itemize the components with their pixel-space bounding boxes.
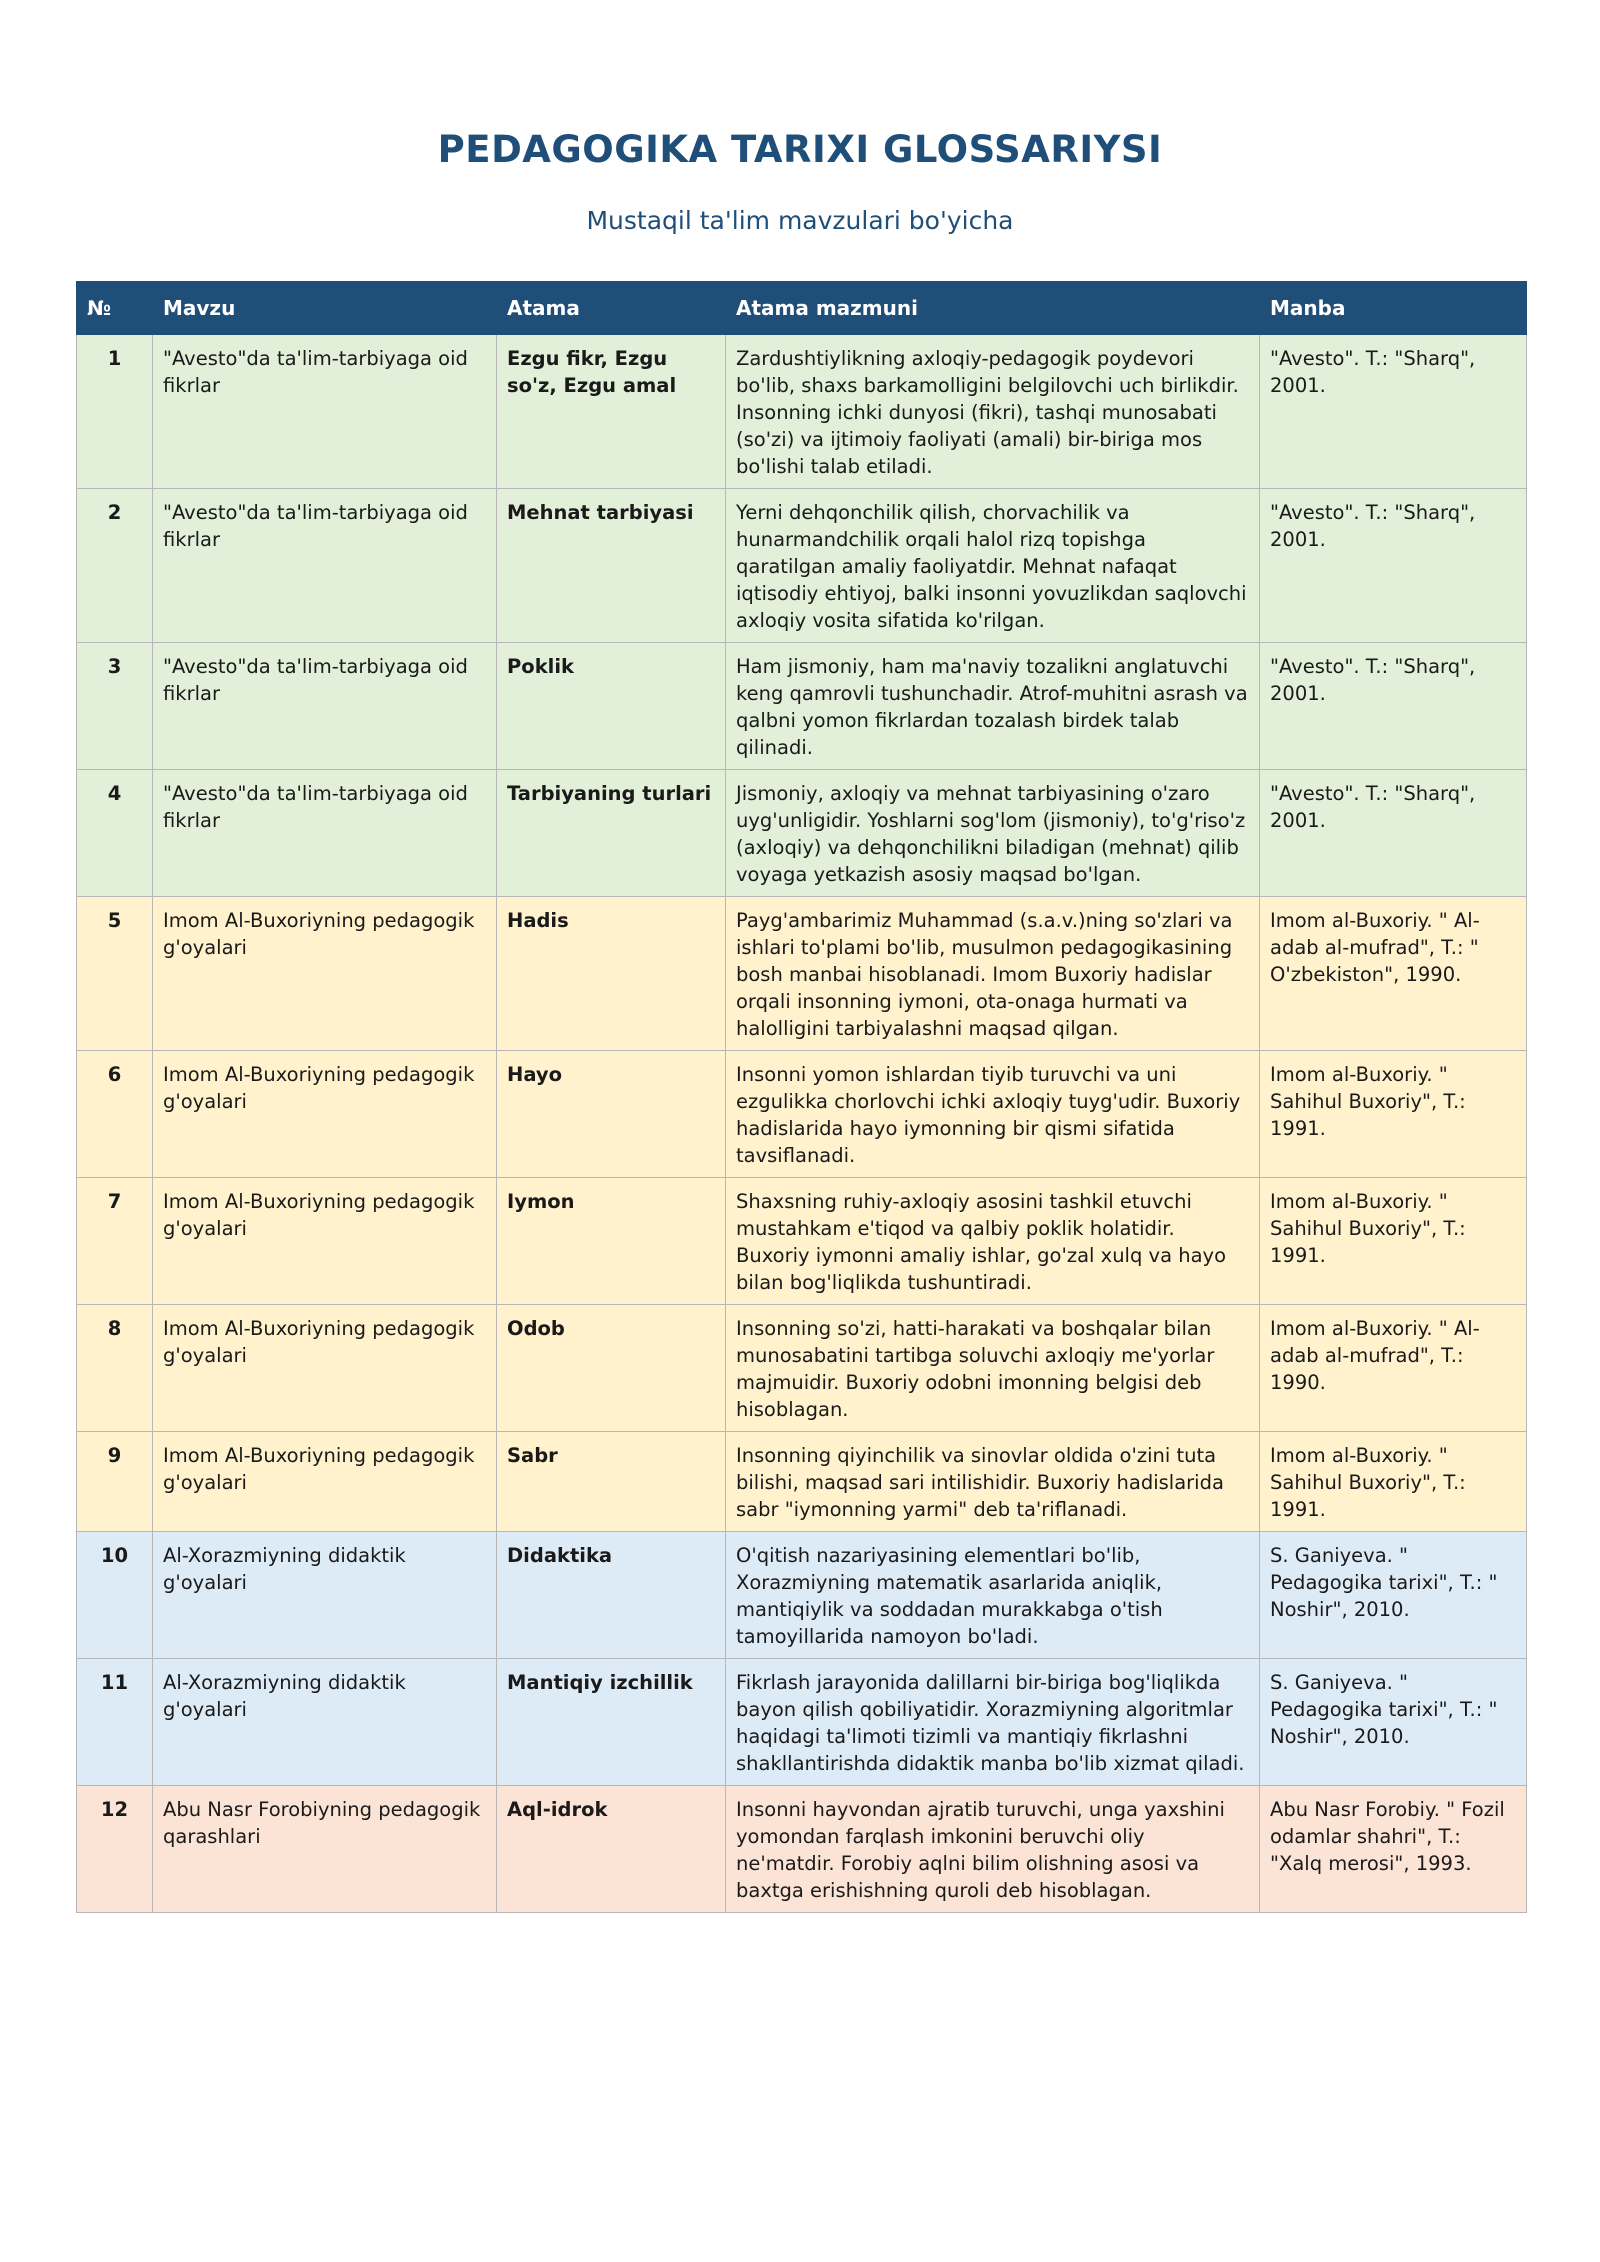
row-topic: Abu Nasr Forobiyning pedagogik qarashlari (153, 1786, 497, 1913)
table-header-row (77, 282, 1527, 335)
table-row (77, 897, 1527, 1051)
row-number: 3 (77, 643, 153, 770)
row-number: 2 (77, 489, 153, 643)
row-meaning: Insonni yomon ishlardan tiyib turuvchi va uni ezgulikka chorlovchi ichki axloqiy tuyg'udir. Buxoriy hadislarida hayo iymonning bir qismi sifatida tavsiflanadi. (726, 1051, 1260, 1178)
row-number: 4 (77, 770, 153, 897)
row-topic: "Avesto"da ta'lim-tarbiyaga oid fikrlar (153, 643, 497, 770)
page-subtitle: Mustaqil ta'lim mavzulari bo'yicha (586, 206, 1014, 235)
row-meaning: Insonning so'zi, hatti-harakati va boshqalar bilan munosabatini tartibga soluvchi axloqiy me'yorlar majmuidir. Buxoriy odobni imonning belgisi deb hisoblagan. (726, 1305, 1260, 1432)
column-header-number: № (77, 282, 153, 335)
column-header-topic: Mavzu (153, 282, 497, 335)
row-source: "Avesto". T.: "Sharq", 2001. (1260, 489, 1527, 643)
row-meaning: Yerni dehqonchilik qilish, chorvachilik va hunarmandchilik orqali halol rizq topishga qaratilgan amaliy faoliyatdir. Mehnat nafaqat iqtisodiy ehtiyoj, balki insonni yovuzlikdan saqlovchi axloqiy vosita sifatida ko'rilgan. (726, 489, 1260, 643)
row-meaning: Ham jismoniy, ham ma'naviy tozalikni anglatuvchi keng qamrovli tushunchadir. Atrof-muhitni asrash va qalbni yomon fikrlardan tozalash birdek talab qilinadi. (726, 643, 1260, 770)
row-source: Imom al-Buxoriy. " Sahihul Buxoriy", T.: 1991. (1260, 1432, 1527, 1532)
row-number: 1 (77, 335, 153, 489)
row-source: Imom al-Buxoriy. " Sahihul Buxoriy", T.: 1991. (1260, 1178, 1527, 1305)
row-topic: "Avesto"da ta'lim-tarbiyaga oid fikrlar (153, 489, 497, 643)
table-row (77, 1051, 1527, 1178)
row-term: Mantiqiy izchillik (497, 1659, 726, 1786)
row-meaning: Payg'ambarimiz Muhammad (s.a.v.)ning so'zlari va ishlari to'plami bo'lib, musulmon pedagogikasining bosh manbai hisoblanadi. Imom Buxoriy hadislar orqali insonning iymoni, ota-onaga hurmati va halolligini tarbiyalashni maqsad qilgan. (726, 897, 1260, 1051)
table-row (77, 643, 1527, 770)
table-row (77, 1305, 1527, 1432)
table-row (77, 1178, 1527, 1305)
row-term: Aql-idrok (497, 1786, 726, 1913)
row-meaning: Insonning qiyinchilik va sinovlar oldida o'zini tuta bilishi, maqsad sari intilishidir. Buxoriy hadislarida sabr "iymonning yarmi" deb ta'riflanadi. (726, 1432, 1260, 1532)
row-topic: Imom Al-Buxoriyning pedagogik g'oyalari (153, 1178, 497, 1305)
row-number: 9 (77, 1432, 153, 1532)
table-row (77, 335, 1527, 489)
column-header-term: Atama (497, 282, 726, 335)
row-source: Abu Nasr Forobiy. " Fozil odamlar shahri", T.: "Xalq merosi", 1993. (1260, 1786, 1527, 1913)
column-header-meaning: Atama mazmuni (726, 282, 1260, 335)
row-topic: Imom Al-Buxoriyning pedagogik g'oyalari (153, 1432, 497, 1532)
row-source: S. Ganiyeva. " Pedagogika tarixi", T.: " Noshir", 2010. (1260, 1532, 1527, 1659)
row-number: 11 (77, 1659, 153, 1786)
row-term: Poklik (497, 643, 726, 770)
row-topic: Imom Al-Buxoriyning pedagogik g'oyalari (153, 897, 497, 1051)
row-meaning: Zardushtiylikning axloqiy-pedagogik poydevori bo'lib, shaxs barkamolligini belgilovchi uch birlikdir. Insonning ichki dunyosi (fikri), tashqi munosabati (so'zi) va ijtimoiy faoliyati (amali) bir-biriga mos bo'lishi talab etiladi. (726, 335, 1260, 489)
row-topic: Al-Xorazmiyning didaktik g'oyalari (153, 1532, 497, 1659)
row-source: "Avesto". T.: "Sharq", 2001. (1260, 643, 1527, 770)
row-term: Mehnat tarbiyasi (497, 489, 726, 643)
row-number: 10 (77, 1532, 153, 1659)
row-topic: Imom Al-Buxoriyning pedagogik g'oyalari (153, 1305, 497, 1432)
row-source: Imom al-Buxoriy. " Sahihul Buxoriy", T.: 1991. (1260, 1051, 1527, 1178)
page-title: PEDAGOGIKA TARIXI GLOSSARIYSI (437, 128, 1163, 171)
row-number: 12 (77, 1786, 153, 1913)
row-topic: Al-Xorazmiyning didaktik g'oyalari (153, 1659, 497, 1786)
column-header-source: Manba (1260, 282, 1527, 335)
row-term: Tarbiyaning turlari (497, 770, 726, 897)
row-term: Hayo (497, 1051, 726, 1178)
row-meaning: Shaxsning ruhiy-axloqiy asosini tashkil etuvchi mustahkam e'tiqod va qalbiy poklik holatidir. Buxoriy iymonni amaliy ishlar, go'zal xulq va hayo bilan bog'liqlikda tushuntiradi. (726, 1178, 1260, 1305)
table-row (77, 1659, 1527, 1786)
table-row (77, 1532, 1527, 1659)
row-number: 8 (77, 1305, 153, 1432)
table-row (77, 770, 1527, 897)
row-number: 7 (77, 1178, 153, 1305)
row-term: Ezgu fikr, Ezgu so'z, Ezgu amal (497, 335, 726, 489)
row-term: Odob (497, 1305, 726, 1432)
row-source: "Avesto". T.: "Sharq", 2001. (1260, 335, 1527, 489)
row-meaning: Fikrlash jarayonida dalillarni bir-biriga bog'liqlikda bayon qilish qobiliyatidir. Xorazmiyning algoritmlar haqidagi ta'limoti tizimli va mantiqiy fikrlashni shakllantirishda didaktik manba bo'lib xizmat qiladi. (726, 1659, 1260, 1786)
table-row (77, 1432, 1527, 1532)
row-topic: Imom Al-Buxoriyning pedagogik g'oyalari (153, 1051, 497, 1178)
row-number: 6 (77, 1051, 153, 1178)
row-topic: "Avesto"da ta'lim-tarbiyaga oid fikrlar (153, 335, 497, 489)
row-topic: "Avesto"da ta'lim-tarbiyaga oid fikrlar (153, 770, 497, 897)
row-meaning: Jismoniy, axloqiy va mehnat tarbiyasining o'zaro uyg'unligidir. Yoshlarni sog'lom (jismoniy), to'g'riso'z (axloqiy) va dehqonchilikni biladigan (mehnat) qilib voyaga yetkazish asosiy maqsad bo'lgan. (726, 770, 1260, 897)
row-term: Iymon (497, 1178, 726, 1305)
row-meaning: Insonni hayvondan ajratib turuvchi, unga yaxshini yomondan farqlash imkonini beruvchi oliy ne'matdir. Forobiy aqlni bilim olishning asosi va baxtga erishishning quroli deb hisoblagan. (726, 1786, 1260, 1913)
row-source: Imom al-Buxoriy. " Al-adab al-mufrad", T.: 1990. (1260, 1305, 1527, 1432)
row-source: S. Ganiyeva. " Pedagogika tarixi", T.: " Noshir", 2010. (1260, 1659, 1527, 1786)
table-row (77, 489, 1527, 643)
row-number: 5 (77, 897, 153, 1051)
row-term: Hadis (497, 897, 726, 1051)
table-row (77, 1786, 1527, 1913)
row-meaning: O'qitish nazariyasining elementlari bo'lib, Xorazmiyning matematik asarlarida aniqlik, mantiqiylik va soddadan murakkabga o'tish tamoyillarida namoyon bo'ladi. (726, 1532, 1260, 1659)
row-term: Sabr (497, 1432, 726, 1532)
row-source: Imom al-Buxoriy. " Al-adab al-mufrad", T.: " O'zbekiston", 1990. (1260, 897, 1527, 1051)
row-term: Didaktika (497, 1532, 726, 1659)
glossary-table (76, 281, 1527, 1913)
row-source: "Avesto". T.: "Sharq", 2001. (1260, 770, 1527, 897)
